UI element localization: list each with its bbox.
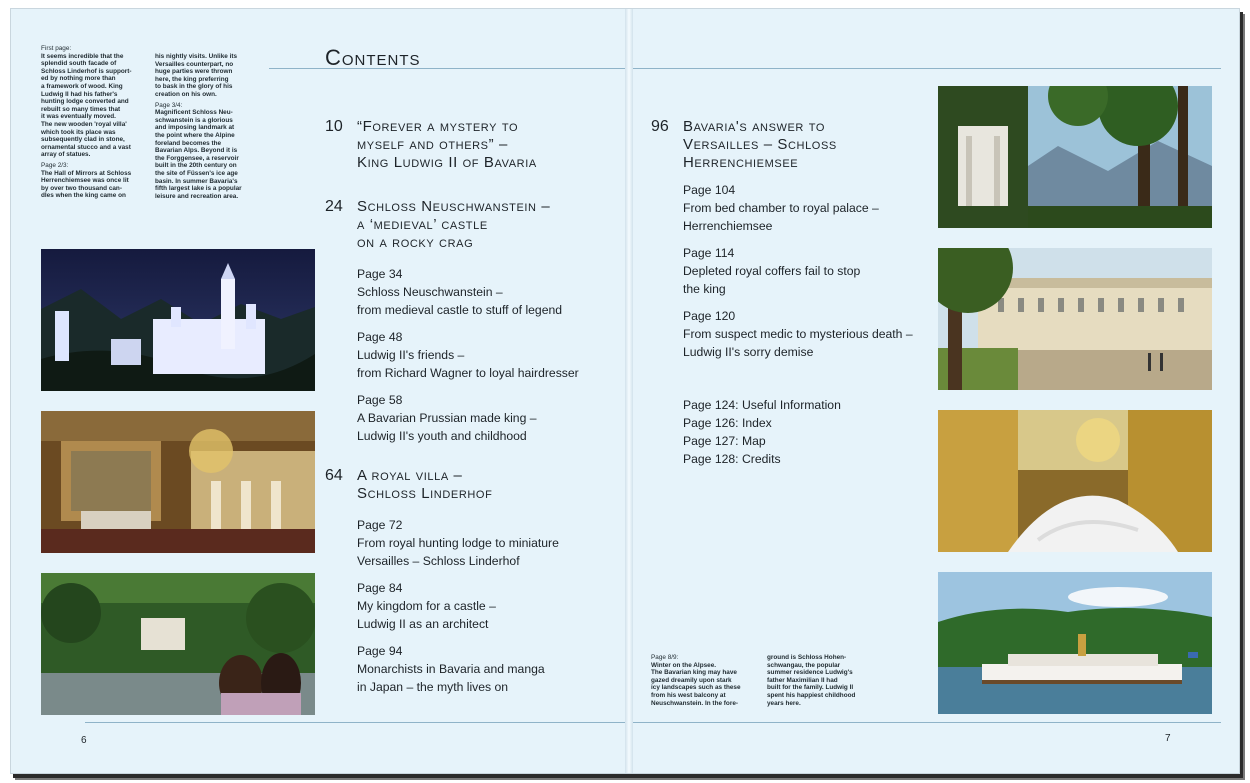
caption-line: father Maximilian II had — [767, 676, 838, 684]
caption-line: Versailles counterpart, no — [155, 60, 234, 68]
entry-line: in Japan – the myth lives on — [357, 680, 509, 694]
entry-line: From royal hunting lodge to miniature — [357, 536, 559, 550]
caption-line: which took its place was — [41, 128, 116, 136]
page-title: Contents — [325, 45, 421, 70]
section-heading[interactable] — [325, 198, 605, 254]
toc-entry[interactable] — [683, 244, 860, 298]
caption-line: hunting lodge converted and — [41, 98, 129, 106]
caption-line: subsequently clad in stone, — [41, 136, 125, 144]
entry-line: Ludwig II's youth and childhood — [357, 429, 527, 443]
section-page-number: 10 — [325, 118, 343, 135]
section-title-line: “Forever a mystery to — [357, 118, 519, 135]
entry-line: Monarchists in Bavaria and manga — [357, 662, 545, 676]
caption-line: dles when the king came on — [41, 192, 126, 200]
caption-line: leisure and recreation area. — [155, 192, 239, 200]
entry-page: Page 58 — [357, 393, 403, 407]
caption-label: First page: — [41, 45, 72, 52]
caption-line: Winter on the Alpsee. — [651, 661, 717, 669]
section-title-line: A royal villa – — [357, 467, 463, 484]
caption-line: years here. — [767, 699, 801, 707]
caption-line: to bask in the glory of his — [155, 83, 233, 91]
caption-label: Page 2/3: — [41, 161, 69, 169]
appendix-item[interactable]: Page 124: Useful Information — [683, 398, 841, 412]
caption-line: It seems incredible that the — [41, 52, 124, 60]
caption-column-3 — [651, 654, 763, 707]
section-title — [357, 467, 492, 503]
caption-line: from his west balcony at — [651, 691, 726, 699]
caption-column-1 — [41, 45, 153, 203]
entry-page: Page 104 — [683, 183, 736, 197]
book-spread — [10, 8, 1240, 774]
section-heading[interactable] — [651, 118, 931, 174]
caption-line: The Hall of Mirrors at Schloss — [41, 169, 132, 177]
entry-line: Depleted royal coffers fail to stop — [683, 264, 861, 278]
entry-line: Schloss Neuschwanstein – — [357, 285, 503, 299]
caption-line: the Forggensee, a reservoir — [155, 154, 239, 162]
section-page-number: 64 — [325, 467, 343, 484]
entry-page: Page 84 — [357, 581, 403, 595]
appendix-item[interactable]: Page 126: Index — [683, 416, 772, 430]
toc-entry[interactable] — [683, 181, 879, 235]
caption-line: summer residence Ludwig's — [767, 669, 853, 677]
section-title-line: Schloss Neuschwanstein – — [357, 198, 551, 215]
caption-line: Neuschwanstein. In the fore- — [651, 699, 738, 707]
book-gutter — [625, 9, 633, 773]
top-rule-left — [269, 68, 625, 69]
caption-line: array of statues. — [41, 151, 91, 159]
photo-throne-hall — [41, 411, 315, 553]
caption-line: The Bavarian king may have — [651, 669, 737, 677]
entry-line: From bed chamber to royal palace – — [683, 201, 879, 215]
toc-entry[interactable] — [357, 328, 579, 382]
entry-line: from Richard Wagner to loyal hairdresser — [357, 366, 579, 380]
caption-line: The new wooden 'royal villa' — [41, 120, 127, 128]
entry-line: Ludwig II's sorry demise — [683, 345, 814, 359]
entry-line: From suspect medic to mysterious death – — [683, 327, 913, 341]
section-title-line: Schloss Linderhof — [357, 485, 493, 502]
caption-line: creation on his own. — [155, 90, 217, 98]
caption-column-4 — [767, 654, 879, 707]
caption-label: Page 8/9: — [651, 654, 679, 661]
caption-line: rebuilt so many times that — [41, 105, 121, 113]
section-title — [683, 118, 837, 172]
caption-line: fifth largest lake is a popular — [155, 185, 242, 193]
section-title-line: a ‘medieval’ castle — [357, 216, 488, 233]
caption-line: built in the 20th century on — [155, 162, 237, 170]
caption-line: icy landscapes such as these — [651, 684, 741, 692]
caption-line: his nightly visits. Unlike its — [155, 53, 238, 60]
photo-gilded-bedroom — [938, 410, 1212, 552]
entry-page: Page 114 — [683, 246, 735, 260]
toc-entry[interactable] — [357, 642, 545, 696]
section-heading[interactable] — [325, 467, 605, 505]
bottom-rule-left — [85, 722, 625, 723]
caption-line: a framework of wood. King — [41, 82, 123, 90]
caption-line: huge parties were thrown — [155, 68, 233, 76]
section-title-line: King Ludwig II of Bavaria — [357, 154, 537, 171]
caption-line: ground is Schloss Hohen- — [767, 654, 847, 661]
entry-line: A Bavarian Prussian made king – — [357, 411, 537, 425]
toc-entry[interactable] — [357, 391, 537, 445]
caption-line: foreland becomes the — [155, 139, 222, 147]
section-page-number: 24 — [325, 198, 343, 215]
caption-line: by over two thousand can- — [41, 184, 122, 192]
caption-line: here, the king preferring — [155, 75, 229, 83]
entry-page: Page 48 — [357, 330, 403, 344]
section-title-line: Herrenchiemsee — [683, 154, 799, 171]
photo-neuschwanstein-night — [41, 249, 315, 391]
top-rule-right — [633, 68, 1221, 69]
appendix-item[interactable]: Page 128: Credits — [683, 452, 781, 466]
entry-line: Ludwig II as an architect — [357, 617, 489, 631]
caption-label: Page 3/4: — [155, 101, 183, 109]
caption-line: the site of Füssen's ice age — [155, 169, 238, 177]
entry-page: Page 72 — [357, 518, 403, 532]
caption-line: Schloss Linderhof is support- — [41, 67, 132, 75]
section-title-line: myself and others” – — [357, 136, 508, 153]
caption-line: gazed dreamily upon stark — [651, 676, 732, 684]
photo-paddle-steamer — [938, 572, 1212, 714]
caption-line: Ludwig II had his father's — [41, 90, 118, 98]
caption-column-2 — [155, 53, 267, 203]
caption-line: Magnificent Schloss Neu- — [155, 109, 233, 117]
section-title-line: Versailles – Schloss — [683, 136, 837, 153]
toc-entry[interactable] — [683, 307, 913, 361]
entry-line: Versailles – Schloss Linderhof — [357, 554, 520, 568]
photo-forest-pavilion — [938, 86, 1212, 228]
caption-line: spent his happiest childhood — [767, 691, 856, 699]
appendix-list — [683, 396, 841, 468]
caption-line: ed by nothing more than — [41, 75, 116, 83]
caption-line: and imposing landmark at — [155, 124, 235, 132]
entry-line: My kingdom for a castle – — [357, 599, 496, 613]
caption-line: Herrenchiemsee was once lit — [41, 177, 129, 185]
caption-line: schwanstein is a glorious — [155, 116, 233, 124]
photo-linderhof-garden — [41, 573, 315, 715]
section-title — [357, 198, 550, 252]
entry-line: Ludwig II's friends – — [357, 348, 465, 362]
entry-line: the king — [683, 282, 726, 296]
entry-line: Herrenchiemsee — [683, 219, 773, 233]
entry-page: Page 120 — [683, 309, 736, 323]
entry-line: from medieval castle to stuff of legend — [357, 303, 563, 317]
caption-line: basin. In summer Bavaria's — [155, 177, 238, 185]
toc-entry[interactable] — [357, 265, 562, 319]
caption-line: built for the family. Ludwig II — [767, 684, 854, 692]
caption-line: splendid south facade of — [41, 60, 117, 68]
section-page-number: 96 — [651, 118, 669, 135]
page-number-right: 7 — [1165, 733, 1171, 744]
section-title — [357, 118, 537, 172]
caption-line: the point where the Alpine — [155, 131, 235, 139]
caption-line: ornamental stucco and a vast — [41, 143, 131, 151]
appendix-item[interactable]: Page 127: Map — [683, 434, 766, 448]
bottom-rule-right — [633, 722, 1221, 723]
caption-line: Bavarian Alps. Beyond it is — [155, 147, 238, 155]
section-title-line: Bavaria's answer to — [683, 118, 826, 135]
section-heading[interactable] — [325, 118, 605, 174]
page-number-left: 6 — [81, 735, 87, 746]
section-title-line: on a rocky crag — [357, 234, 474, 251]
toc-entry[interactable] — [357, 516, 559, 570]
caption-line: it was eventually moved. — [41, 113, 116, 121]
caption-line: schwangau, the popular — [767, 661, 841, 669]
photo-herrenchiemsee-palace — [938, 248, 1212, 390]
entry-page: Page 94 — [357, 644, 403, 658]
entry-page: Page 34 — [357, 267, 403, 281]
toc-entry[interactable] — [357, 579, 496, 633]
